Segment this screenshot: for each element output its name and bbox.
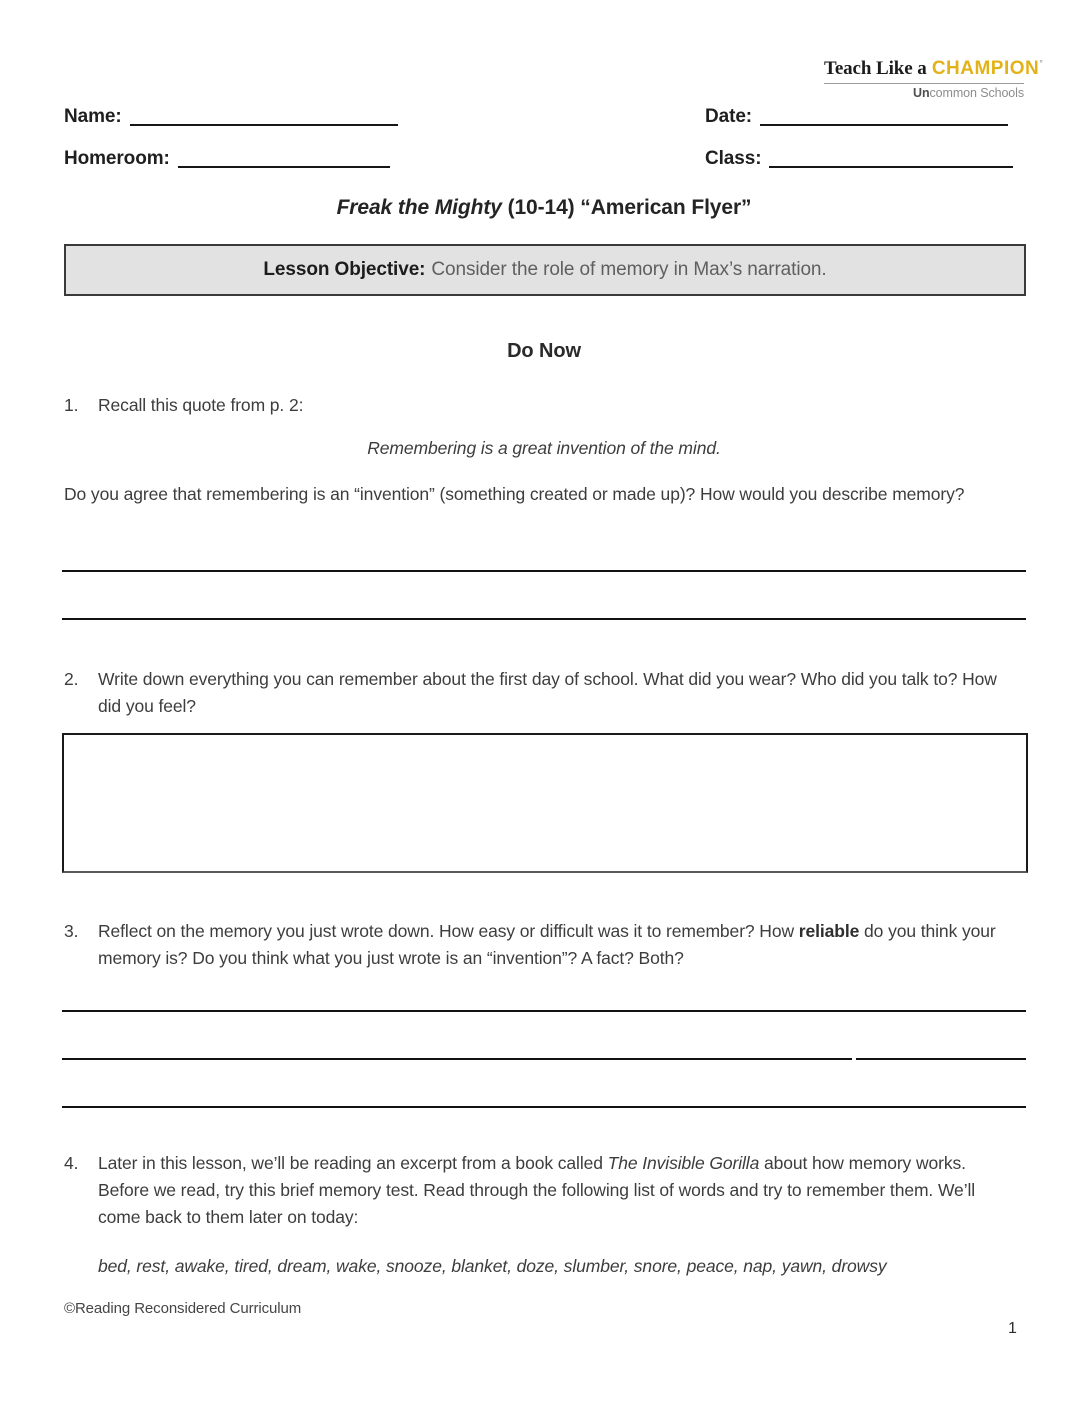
lesson-objective-box bbox=[64, 244, 1026, 296]
title-book-name: Freak the Mighty bbox=[336, 196, 502, 219]
question-2 bbox=[64, 666, 1010, 720]
question-3-text bbox=[98, 918, 1010, 972]
logo-wordmark bbox=[824, 58, 1043, 80]
question-1 bbox=[64, 392, 1010, 419]
title-chapter-part: (10-14) “American Flyer” bbox=[501, 196, 752, 219]
logo-champion: CHAMPION bbox=[931, 58, 1040, 79]
lesson-objective-label: Lesson Objective: bbox=[263, 259, 426, 280]
answer-line bbox=[856, 1058, 1026, 1060]
class-field-row bbox=[705, 148, 1013, 170]
question-1-prompt: Do you agree that remembering is an “invention” (something created or made up)? How would you describe memory? bbox=[64, 484, 965, 504]
question-4-book-title: The Invisible Gorilla bbox=[607, 1153, 760, 1173]
homeroom-field-row bbox=[64, 148, 390, 170]
teach-like-a-champion-logo bbox=[824, 58, 1043, 100]
date-field-row bbox=[705, 106, 1008, 128]
question-4-number: 4. bbox=[64, 1153, 79, 1173]
question-1-quote: Remembering is a great invention of the mind. bbox=[367, 438, 721, 458]
question-3-text-after: do you think your memory is? Do you think what you just wrote is an “invention”? A fact? Both? bbox=[98, 921, 996, 968]
question-3 bbox=[64, 918, 1010, 972]
class-blank-line bbox=[769, 148, 1013, 168]
answer-line bbox=[62, 1106, 1026, 1108]
question-4-text bbox=[98, 1150, 1010, 1231]
date-label: Date: bbox=[705, 106, 753, 127]
question-4 bbox=[64, 1150, 1010, 1231]
homeroom-label: Homeroom: bbox=[64, 148, 170, 169]
homeroom-blank-line bbox=[178, 148, 390, 168]
answer-line bbox=[62, 618, 1026, 620]
question-2-text: Write down everything you can remember about the first day of school. What did you wear? Who did you talk to? How did you feel? bbox=[98, 669, 997, 716]
question-4-text-after: about how memory works. Before we read, try this brief memory test. Read through the following list of words and try to remember them. We’ll come back to them later on today: bbox=[98, 1153, 976, 1227]
answer-line bbox=[62, 1010, 1026, 1012]
question-2-answer-box bbox=[62, 733, 1028, 873]
question-2-number: 2. bbox=[64, 669, 79, 689]
do-now-heading: Do Now bbox=[507, 340, 581, 362]
lesson-objective-text: Consider the role of memory in Max’s narration. bbox=[431, 259, 827, 280]
logo-uncommon-schools bbox=[824, 86, 1024, 100]
date-blank-line bbox=[760, 106, 1008, 126]
logo-uncommon-rest: common Schools bbox=[929, 86, 1024, 100]
logo-uncommon-un: Un bbox=[913, 86, 930, 100]
question-1-text: Recall this quote from p. 2: bbox=[98, 395, 304, 415]
answer-line bbox=[62, 1058, 852, 1060]
document-title bbox=[0, 196, 1088, 220]
answer-line bbox=[62, 570, 1026, 572]
name-field-row bbox=[64, 106, 398, 128]
memory-test-word-list: bed, rest, awake, tired, dream, wake, snooze, blanket, doze, slumber, snore, peace, nap, yawn, drowsy bbox=[98, 1256, 887, 1276]
copyright-notice: ©Reading Reconsidered Curriculum bbox=[64, 1300, 302, 1317]
logo-degree-mark: ° bbox=[1039, 58, 1043, 69]
name-blank-line bbox=[130, 106, 398, 126]
question-4-text-before: Later in this lesson, we’ll be reading an excerpt from a book called bbox=[98, 1153, 608, 1173]
question-3-number: 3. bbox=[64, 921, 79, 941]
name-label: Name: bbox=[64, 106, 122, 127]
logo-divider-line bbox=[824, 83, 1024, 84]
page-number: 1 bbox=[1008, 1320, 1017, 1337]
logo-teach-like-a: Teach Like a bbox=[824, 58, 927, 79]
question-1-number: 1. bbox=[64, 395, 79, 415]
class-label: Class: bbox=[705, 148, 762, 169]
question-3-text-before: Reflect on the memory you just wrote down. How easy or difficult was it to remember? How bbox=[98, 921, 799, 941]
question-3-reliable-bold: reliable bbox=[798, 921, 860, 941]
